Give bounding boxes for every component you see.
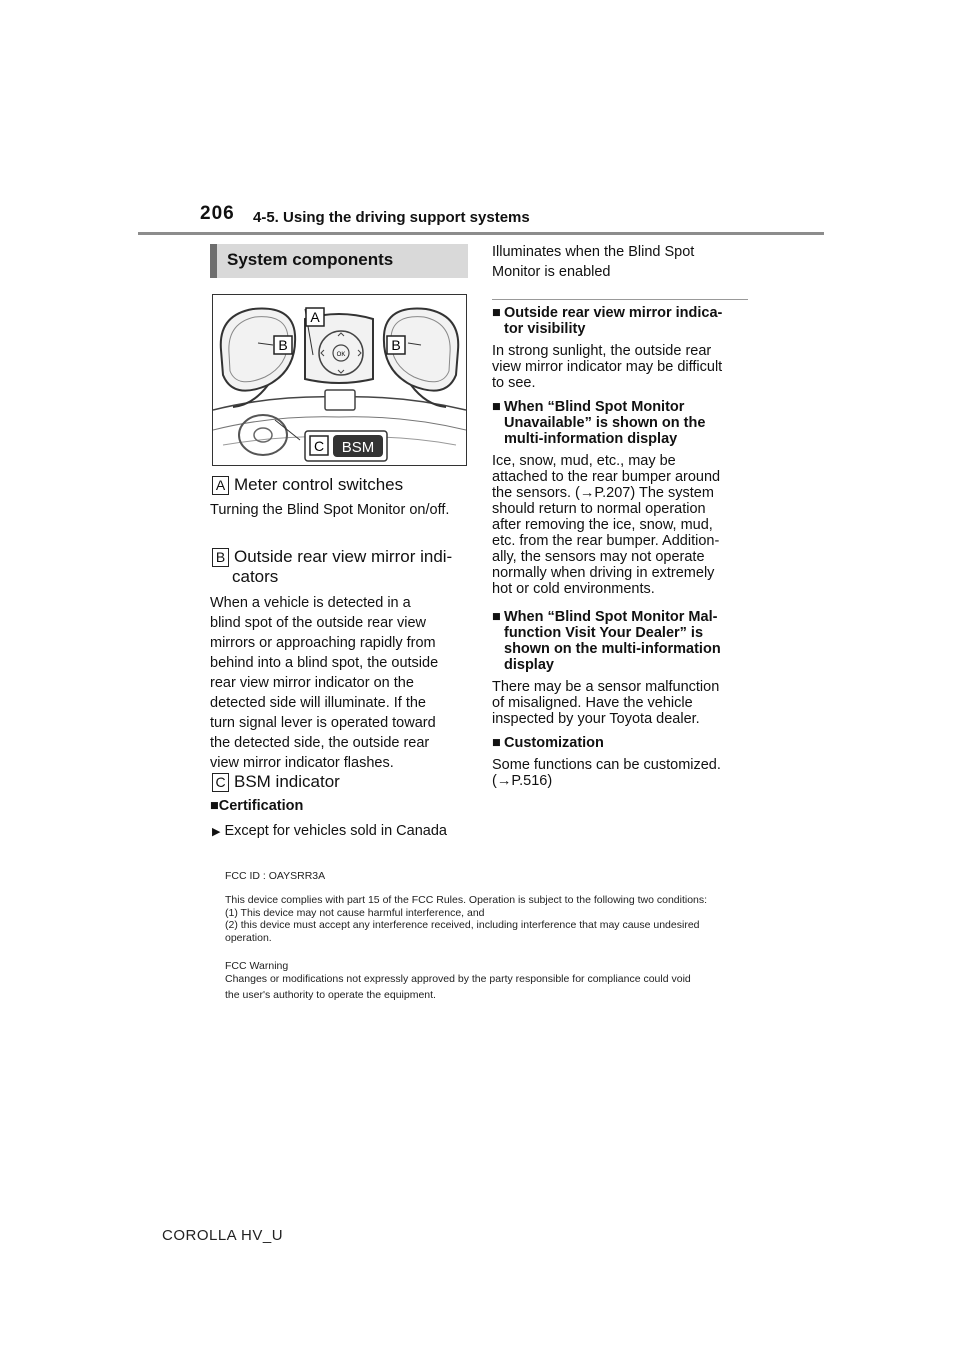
system-components-figure [212, 294, 467, 466]
note-heading-line: Outside rear view mirror indica- [504, 305, 723, 321]
item-a-title: Meter control switches [234, 475, 404, 494]
note-body-line: to see. [492, 375, 536, 391]
figure-label-b-right: B [391, 337, 401, 353]
note-heading-line: multi-information display [504, 431, 678, 447]
square-bullet-icon: ■ [210, 798, 219, 814]
header-rule [138, 232, 824, 235]
note-body-line: Ice, snow, mud, etc., may be [492, 453, 676, 469]
fcc-statement [225, 894, 765, 944]
item-b-desc-line: view mirror indicator flashes. [210, 755, 394, 771]
item-b-desc-line: behind into a blind spot, the outside [210, 655, 439, 671]
item-a-desc: Turning the Blind Spot Monitor on/off. [210, 502, 450, 518]
item-b [212, 547, 452, 567]
item-b-desc-line: the detected side, the outside rear [210, 735, 430, 751]
note-heading-line: tor visibility [504, 321, 586, 337]
note-heading-line: When “Blind Spot Monitor [504, 399, 685, 415]
item-c-desc [492, 242, 748, 282]
item-b-title-line2: cators [232, 567, 279, 586]
certification-heading: ■Certification [210, 798, 304, 814]
note-heading-line: Customization [504, 735, 604, 751]
fcc-line: Changes or modifications not expressly approved by the party responsible for compliance could void [225, 972, 691, 985]
square-bullet-icon: ■ [492, 399, 501, 415]
fcc-warning-title: FCC Warning [225, 960, 289, 972]
note-body-line: attached to the rear bumper around [492, 469, 721, 485]
item-b-desc-line: turn signal lever is operated toward [210, 715, 436, 731]
certification-sub: ▶ Except for vehicles sold in Canada [212, 823, 447, 839]
item-b-desc-line: detected side will illuminate. If the [210, 695, 426, 711]
note-heading-line: When “Blind Spot Monitor Mal- [504, 609, 718, 625]
fcc-line: (2) this device must accept any interference received, including interference that may cause undesired [225, 919, 700, 931]
note-heading-line: Unavailable” is shown on the [504, 415, 706, 431]
note-body-line: of misaligned. Have the vehicle [492, 695, 693, 711]
square-bullet-icon: ■ [492, 305, 501, 321]
note-body-line: normally when driving in extremely [492, 565, 715, 581]
note-unavailable [492, 399, 748, 597]
note-malfunction [492, 609, 748, 727]
note-heading-line: display [504, 657, 554, 673]
section-title: 4-5. Using the driving support systems [253, 209, 530, 226]
item-c [212, 772, 340, 792]
marker-a: A [212, 476, 229, 495]
fcc-line: operation. [225, 931, 272, 944]
note-body-line: hot or cold environments. [492, 581, 655, 597]
triangle-bullet-icon: ▶ [212, 826, 221, 838]
ok-label: OK [336, 352, 346, 358]
note-body-line: In strong sunlight, the outside rear [492, 343, 712, 359]
item-a [212, 475, 403, 495]
figure-label-b-left: B [278, 337, 288, 353]
fcc-warning [225, 960, 765, 1002]
note-body-line: etc. from the rear bumper. Addition- [492, 533, 720, 549]
note-heading-line: function Visit Your Dealer” is [504, 625, 704, 641]
note-visibility [492, 305, 748, 391]
system-components-title: System components [227, 250, 394, 269]
note-body-line: view mirror indicator may be difficult [492, 359, 723, 375]
note-body-line: ally, the sensors may not operate [492, 549, 705, 565]
fcc-line: (1) This device may not cause harmful interference, and [225, 906, 485, 919]
item-b-title-line1: Outside rear view mirror indi- [234, 547, 453, 566]
notes-divider [492, 299, 748, 300]
note-body-line: (→P.516) [492, 773, 553, 789]
bsm-indicator-label: BSM [341, 439, 375, 456]
note-body-line: There may be a sensor malfunction [492, 679, 720, 695]
item-b-desc-line: When a vehicle is detected in a [210, 595, 411, 611]
note-body-line: should return to normal operation [492, 501, 706, 517]
note-body-line: Some functions can be customized. [492, 757, 721, 773]
note-body-line: inspected by your Toyota dealer. [492, 711, 700, 727]
item-c-desc-line: Illuminates when the Blind Spot [492, 244, 695, 260]
marker-b: B [212, 548, 229, 567]
fcc-line: the user's authority to operate the equipment. [225, 989, 436, 1001]
note-customization [492, 735, 748, 789]
fcc-line: This device complies with part 15 of the FCC Rules. Operation is subject to the following two conditions: [225, 894, 708, 906]
square-bullet-icon: ■ [492, 735, 501, 751]
dashboard-illustration [213, 295, 466, 465]
note-body-line: the sensors. (→P.207) The system [492, 485, 714, 501]
item-b-desc-line: rear view mirror indicator on the [210, 675, 414, 691]
item-b-desc-line: blind spot of the outside rear view [210, 615, 427, 631]
item-b-desc [210, 593, 465, 773]
square-bullet-icon: ■ [492, 609, 501, 625]
page-number: 206 [200, 203, 235, 224]
figure-label-a: A [310, 309, 320, 325]
item-c-title: BSM indicator [234, 772, 340, 791]
fcc-id: FCC ID : OAYSRR3A [225, 870, 326, 882]
item-b-desc-line: mirrors or approaching rapidly from [210, 635, 436, 651]
note-heading-line: shown on the multi-information [504, 641, 721, 657]
marker-c: C [212, 773, 229, 792]
note-body-line: after removing the ice, snow, mud, [492, 517, 713, 533]
figure-label-c: C [313, 438, 325, 454]
system-components-heading [210, 244, 468, 278]
item-c-desc-line: Monitor is enabled [492, 264, 611, 280]
footer-model: COROLLA HV_U [162, 1227, 284, 1244]
